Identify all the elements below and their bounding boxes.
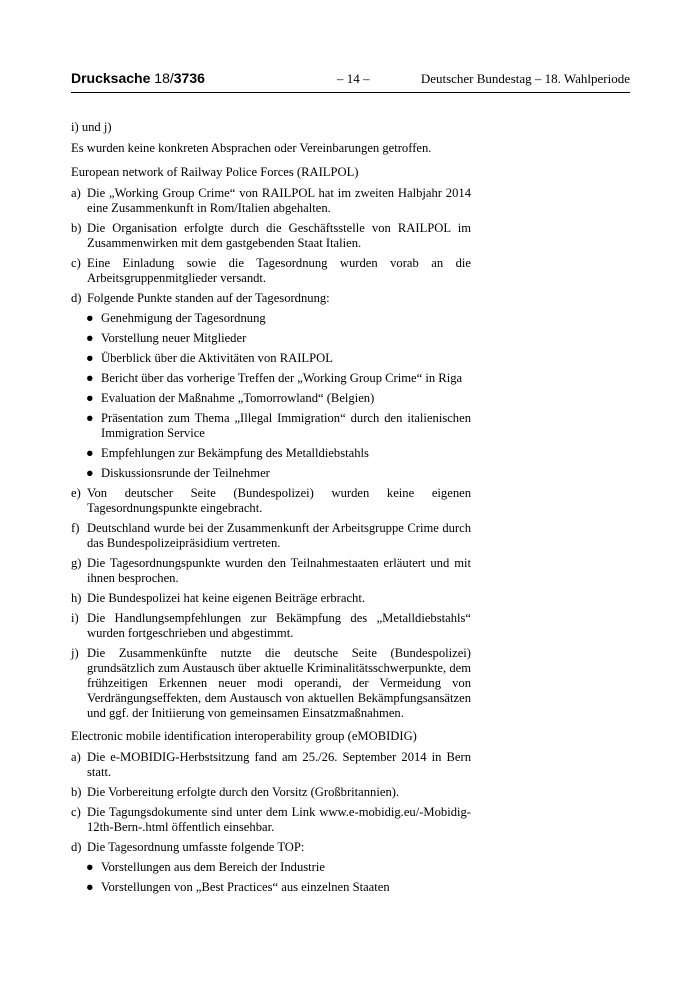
bullet-icon: ●: [86, 311, 94, 325]
bullet-icon: ●: [86, 411, 94, 425]
item-text: Die Bundespolizei hat keine eigenen Beiträge erbracht.: [87, 591, 365, 605]
item-text: Die Vorbereitung erfolgte durch den Vorsitz (Großbritannien).: [87, 785, 400, 799]
emobidig-agenda-list: [71, 860, 471, 895]
item-text: Die e-MOBIDIG-Herbstsitzung fand am 25./26. September 2014 in Bern statt.: [87, 750, 471, 779]
railpol-item-d: [71, 291, 471, 306]
list-item: ● Evaluation der Maßnahme „Tomorrowland“ (Belgien): [86, 391, 375, 405]
list-item: ● Präsentation zum Thema „Illegal Immigration“ durch den italienischen Immigration Service: [86, 411, 471, 440]
railpol-item-e: [71, 486, 471, 516]
parliament-label: Deutscher Bundestag – 18. Wahlperiode: [420, 71, 630, 86]
railpol-item-c: [71, 256, 471, 286]
bullet-icon: ●: [86, 880, 94, 894]
item-label: g): [71, 556, 82, 570]
item-text: Die Zusammenkünfte nutzte die deutsche Seite (Bundespolizei) grundsätzlich zum Austausch über aktuelle Kriminalitätsschwerpunkte, dem frühzeitigen Erkennen neuer modi operandi, der Vermeidung von Verdrängungseffekten, dem Austausch von aktuellen Bekämpfungsansätzen und ggf. der Initiierung von gemeinsamen Einsatzmaßnahmen.: [87, 646, 471, 720]
railpol-agenda-list: [71, 311, 471, 481]
item-label: d): [71, 291, 82, 305]
item-label: i): [71, 611, 79, 625]
item-label: b): [71, 785, 82, 799]
bullet-icon: ●: [86, 466, 94, 480]
bullet-icon: ●: [86, 391, 94, 405]
list-item: ● Diskussionsrunde der Teilnehmer: [86, 466, 270, 480]
list-item: ● Vorstellungen aus dem Bereich der Industrie: [86, 860, 325, 874]
list-item: ● Empfehlungen zur Bekämpfung des Metalldiebstahls: [86, 446, 369, 460]
item-text: Eine Einladung sowie die Tagesordnung wurden vorab an die Arbeitsgruppenmitglieder versandt.: [87, 256, 471, 285]
item-text: Deutschland wurde bei der Zusammenkunft der Arbeitsgruppe Crime durch das Bundespolizeipräsidium vertreten.: [87, 521, 471, 550]
emobidig-item-d: [71, 840, 471, 855]
list-item: ● Überblick über die Aktivitäten von RAILPOL: [86, 351, 333, 365]
item-text: Die Tagesordnung umfasste folgende TOP:: [87, 840, 305, 854]
railpol-item-b: [71, 221, 471, 251]
item-text: Die „Working Group Crime“ von RAILPOL hat im zweiten Halbjahr 2014 eine Zusammenkunft in Rom/Italien abgehalten.: [87, 186, 471, 215]
item-label: b): [71, 221, 82, 235]
document-number: [71, 70, 205, 86]
list-item: ● Vorstellungen von „Best Practices“ aus einzelnen Staaten: [86, 880, 390, 894]
list-item: ● Bericht über das vorherige Treffen der „Working Group Crime“ in Riga: [86, 371, 463, 385]
emobidig-item-b: [71, 785, 471, 800]
intro-label: i) und j): [71, 120, 112, 134]
item-text: Von deutscher Seite (Bundespolizei) wurden keine eigenen Tagesordnungspunkte eingebracht.: [87, 486, 471, 515]
railpol-item-h: [71, 591, 471, 606]
section-title-railpol: European network of Railway Police Forces (RAILPOL): [71, 165, 359, 179]
bullet-icon: ●: [86, 371, 94, 385]
railpol-item-f: [71, 521, 471, 551]
item-label: c): [71, 805, 81, 819]
list-item: ● Vorstellung neuer Mitglieder: [86, 331, 247, 345]
item-label: h): [71, 591, 82, 605]
item-label: d): [71, 840, 82, 854]
item-text: Die Organisation erfolgte durch die Geschäftsstelle von RAILPOL im Zusammenwirken mit dem gastgebenden Staat Italien.: [87, 221, 471, 250]
item-label: f): [71, 521, 80, 535]
intro-text: Es wurden keine konkreten Absprachen oder Vereinbarungen getroffen.: [71, 141, 432, 155]
header-rule: [71, 92, 630, 93]
railpol-item-a: [71, 186, 471, 216]
item-label: a): [71, 186, 81, 200]
page-body: [71, 120, 471, 900]
bullet-icon: ●: [86, 331, 94, 345]
item-text: Die Tagungsdokumente sind unter dem Link www.e-mobidig.eu/-Mobidig-12th-Bern-.html öffentlich einsehbar.: [87, 805, 471, 834]
page-number: – 14 –: [337, 71, 370, 86]
page-header: [71, 70, 630, 90]
item-text: Folgende Punkte standen auf der Tagesordnung:: [87, 291, 330, 305]
item-label: j): [71, 646, 79, 660]
item-text: Die Tagesordnungspunkte wurden den Teilnahmestaaten erläutert und mit ihnen besprochen.: [87, 556, 471, 585]
item-label: c): [71, 256, 81, 270]
railpol-item-j: [71, 646, 471, 721]
railpol-item-i: [71, 611, 471, 641]
emobidig-item-c: [71, 805, 471, 835]
list-item: ● Genehmigung der Tagesordnung: [86, 311, 266, 325]
emobidig-item-a: [71, 750, 471, 780]
item-text: Die Handlungsempfehlungen zur Bekämpfung des „Metalldiebstahls“ wurden fortgeschrieben und abgestimmt.: [87, 611, 471, 640]
item-label: a): [71, 750, 81, 764]
bullet-icon: ●: [86, 351, 94, 365]
doc-number: 3736: [173, 70, 205, 86]
bullet-icon: ●: [86, 860, 94, 874]
section-title-emobidig: Electronic mobile identification interoperability group (eMOBIDIG): [71, 729, 417, 743]
doc-label: Drucksache: [71, 70, 151, 86]
bullet-icon: ●: [86, 446, 94, 460]
doc-number-prefix: 18/: [154, 70, 174, 86]
item-label: e): [71, 486, 81, 500]
railpol-item-g: [71, 556, 471, 586]
